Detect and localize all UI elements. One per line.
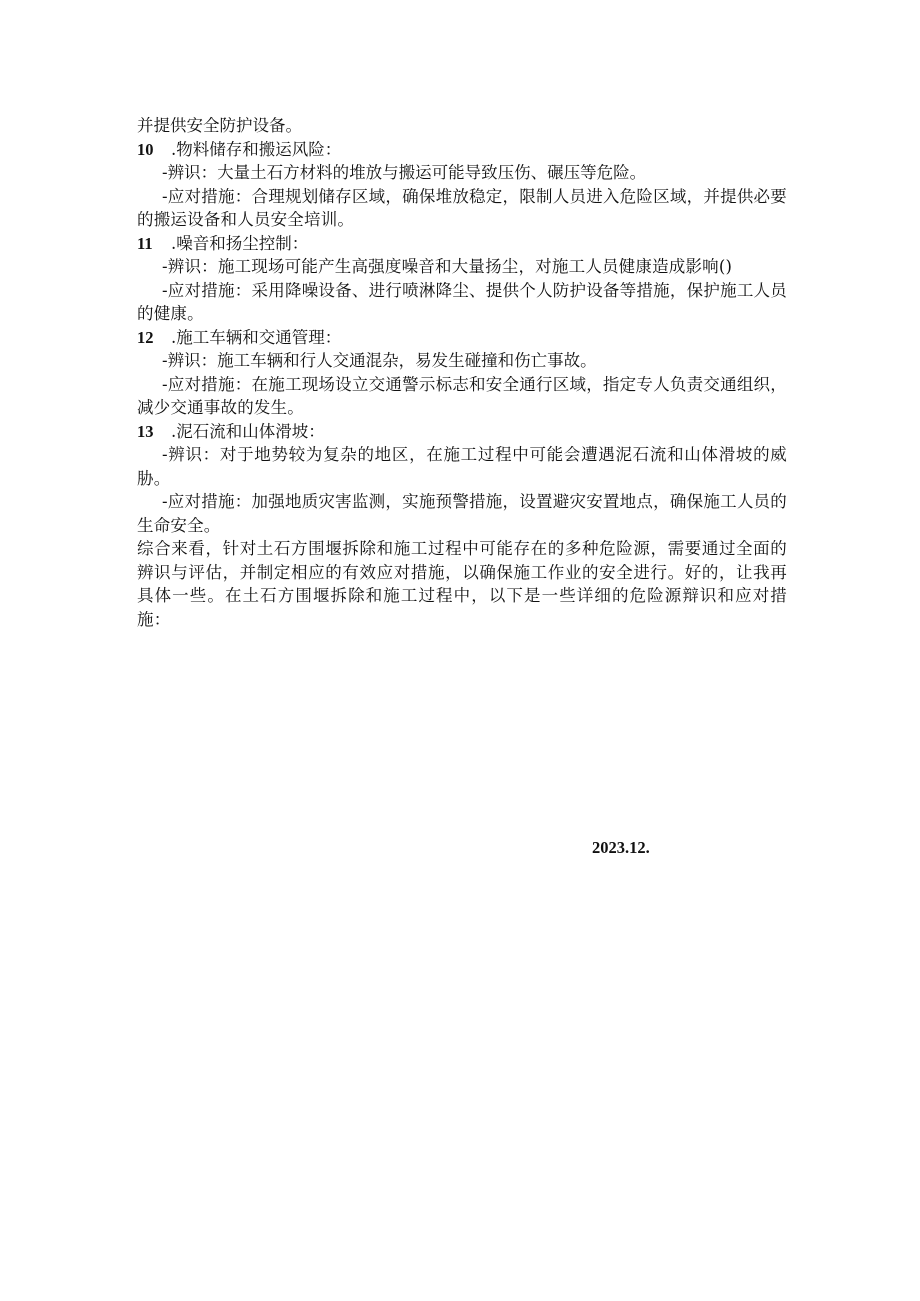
section-title: .噪音和扬尘控制： [171,233,309,253]
section-number: 11 [137,233,153,253]
section-heading [137,232,787,256]
section-heading [137,420,787,444]
measures-text: -应对措施：加强地质灾害监测，实施预警措施，设置避灾安置地点，确保施工人员的生命安全。 [137,492,787,535]
section-number: 12 [137,327,154,347]
identify-text: -辨识：施工现场可能产生高强度噪音和大量扬尘，对施工人员健康造成影响() [162,257,733,276]
section-heading [137,326,787,350]
summary-paragraph: 综合来看，针对土石方围堰拆除和施工过程中可能存在的多种危险源，需要通过全面的辨识与评估，并制定相应的有效应对措施，以确保施工作业的安全进行。好的，让我再具体一些。在土石方围堰拆除和施工过程中，以下是一些详细的危险源辩识和应对措施： [137,539,787,629]
section-title: .物料储存和搬运风险： [171,139,342,159]
document-date: 2023.12. [592,838,650,857]
section-number: 13 [137,421,154,441]
intro-tail: 并提供安全防护设备。 [137,116,302,135]
identify-text: -辨识：对于地势较为复杂的地区，在施工过程中可能会遭遇泥石流和山体滑坡的威胁。 [137,445,787,488]
identify-text: -辨识：大量土石方材料的堆放与搬运可能导致压伤、碾压等危险。 [162,163,647,182]
section-number: 10 [137,139,154,159]
section-heading [137,138,787,162]
measures-text: -应对措施：合理规划储存区域，确保堆放稳定，限制人员进入危险区域，并提供必要的搬运设备和人员安全培训。 [137,186,787,229]
measures-text: -应对措施：采用降噪设备、进行喷淋降尘、提供个人防护设备等措施，保护施工人员的健康。 [137,280,787,323]
identify-text: -辨识：施工车辆和行人交通混杂，易发生碰撞和伤亡事故。 [162,351,597,370]
section-title: .施工车辆和交通管理： [171,327,342,347]
document-body [137,114,787,631]
measures-text: -应对措施：在施工现场设立交通警示标志和安全通行区域，指定专人负责交通组织，减少交通事故的发生。 [137,374,787,417]
section-title: .泥石流和山体滑坡： [171,421,325,441]
